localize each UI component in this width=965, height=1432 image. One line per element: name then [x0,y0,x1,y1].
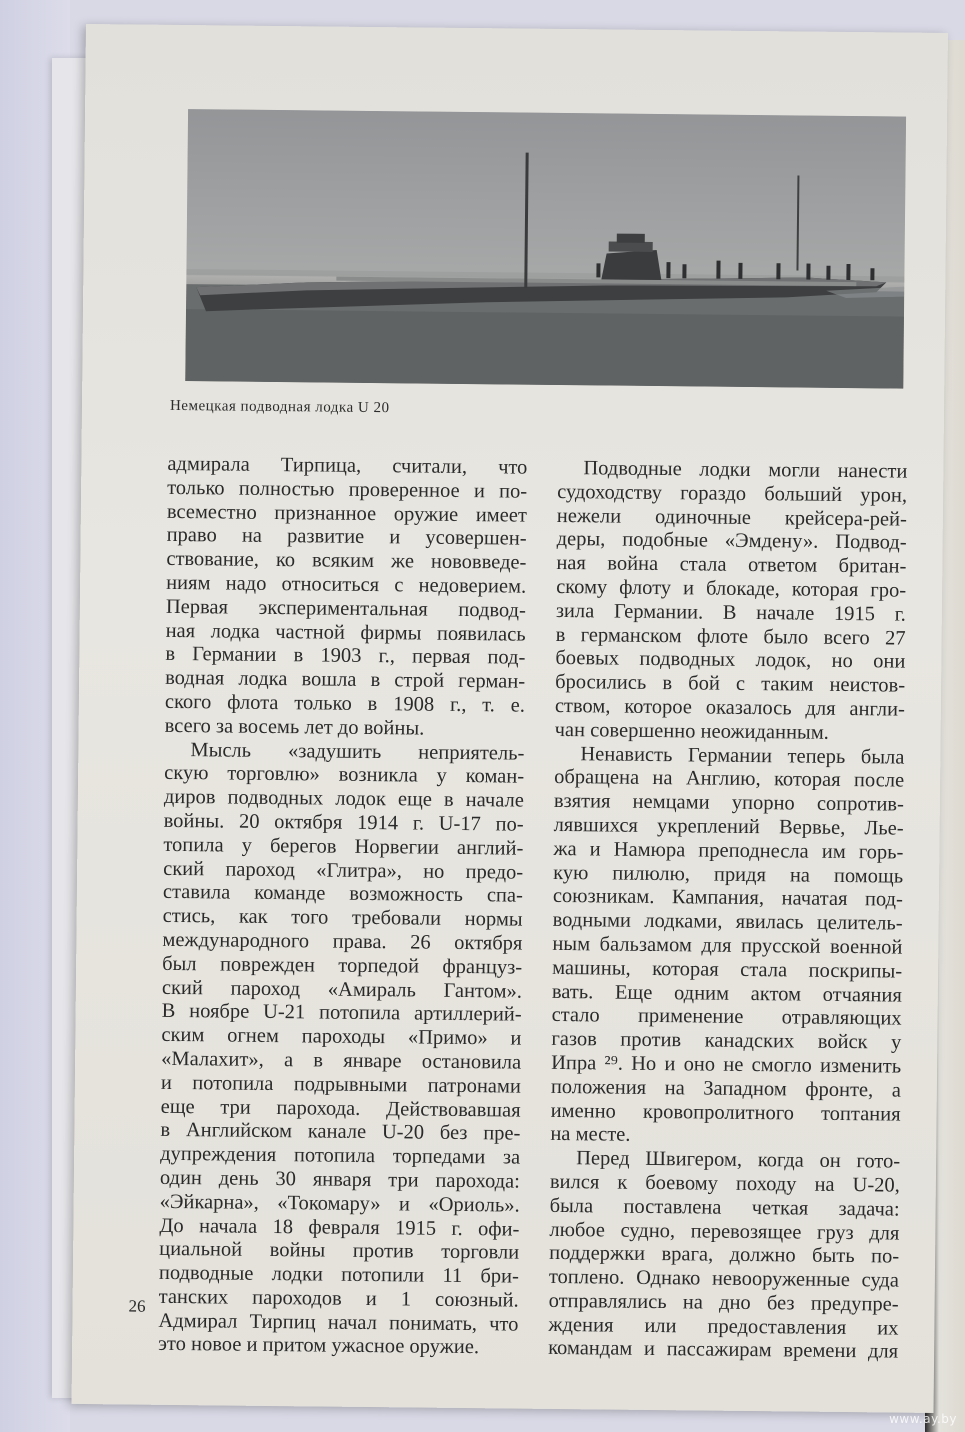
text-line: циальной войны против торговли [159,1238,520,1264]
text-line: ством, которое оказалось для англи- [554,694,905,721]
text-line: скому флоту и блокаде, которая гро- [556,575,907,602]
text-line: ным бальзамом для прусской военной [552,932,903,959]
right-text-column [548,457,907,1365]
text-line: ским огнем пароходы «Примо» и [161,1023,522,1050]
watermark: www.ay.by [889,1412,957,1426]
text-line: судоходству гораздо больший урон, [557,480,908,507]
text-line: ная лодка частной фирмы появилась [165,619,526,646]
text-line: боевых подводных лодок, но они [555,647,906,673]
text-line: на месте. [550,1123,631,1147]
text-line: топила у берегов Норвегии англий- [163,833,524,860]
text-line: всеместно признанное оружие имеет [166,500,527,527]
text-line: ский пароход «Глитра», но предо- [163,857,524,884]
text-line: войны. 20 октября 1914 г. U-17 по- [163,809,524,836]
text-line: Мысль «задушить неприятель- [190,738,525,765]
text-line: отправлялись на дно без предупре- [548,1289,899,1316]
text-line: лявшихся укреплений Вервье, Лье- [553,813,904,840]
text-line: командам и пассажирам времени для [548,1337,899,1364]
book-page [72,24,948,1413]
text-line: В ноябре U-21 потопила артиллерий- [161,1000,522,1026]
text-line: дупреждения потопила торпедами за [160,1142,521,1169]
text-line: в германском флоте было всего 27 [555,623,906,650]
text-line: кую пилюлю, придя на помощь [553,861,904,888]
text-line: Перед Швигером, когда он гото- [576,1147,901,1173]
text-line: водными лодками, явилась целитель- [552,909,903,935]
photo-caption: Немецкая подводная лодка U 20 [169,397,390,417]
text-line: вился к боевому походу на U-20, [549,1170,900,1197]
submarine-illustration [185,109,906,389]
text-line: стало применение отравляющих [551,1004,902,1030]
text-line: союзникам. Кампания, начатая под- [552,885,903,911]
text-line: стись, как того требовали нормы [162,904,523,931]
text-line: Подводные лодки могли нанести [583,457,908,483]
text-line: бросились в бой с таким неистов- [555,671,906,697]
text-line: водная лодка вошла в строй герман- [165,667,526,693]
text-line: это новое и притом ужасное оружие. [158,1333,480,1359]
submarine-photo [185,109,906,389]
text-line: в Германии в 1903 г., первая под- [165,643,526,670]
text-line: только полностью проверенное и по- [167,476,528,503]
text-line: зила Германии. В начале 1915 г. [555,599,906,626]
text-line: международного права. 26 октября [162,928,523,955]
text-line: именно кровопролитного топтания [550,1099,901,1126]
text-line: танских пароходов и 1 союзный. [158,1285,519,1312]
text-line: был поврежден торпедой француз- [162,952,523,979]
text-line: «Эйкарна», «Токомару» и «Ориоль». [159,1190,520,1217]
text-line: топлено. Однако невооруженные суда [548,1266,900,1292]
text-line: Ипра ²⁹. Но и оно не смогло изменить [551,1051,902,1078]
text-line: скую торговлю» возникла у коман- [164,762,525,788]
text-line: газов против канадских войск у [551,1028,902,1054]
text-line: адмирала Тирпица, считали, что [167,452,528,479]
text-line: всего за восемь лет до войны. [164,714,425,740]
text-line: вать. Еще одним актом отчаяния [551,980,902,1007]
text-line: Адмирал Тирпиц начал понимать, что [158,1309,519,1336]
text-line: в Английском канале U-20 без пре- [160,1119,521,1145]
text-line: машины, которая стала поскрипы- [552,956,903,983]
text-line: Ненависть Германии теперь была [580,742,905,769]
text-line: ского флота только в 1908 г., т. е. [164,690,526,717]
text-line: поддержки врага, должно быть по- [549,1242,900,1268]
text-line: ная война стала ответом британ- [556,552,907,578]
text-line: ствование, ко всяким же нововведе- [166,548,527,574]
text-line: и потопила подрывными патронами [160,1071,522,1098]
text-line: ждения или предоставления их [548,1313,899,1340]
text-line: ский пароход «Амираль Гантом». [161,976,523,1003]
text-line: чан совершенно неожиданным. [554,718,829,744]
text-line: нежели одиночные крейсера-рей- [556,504,907,531]
left-text-column [158,453,527,1361]
text-line: положения на Западном фронте, а [550,1075,901,1102]
text-line: любое судно, перевозящее груз для [549,1218,900,1245]
text-line: деры, подобные «Эмдену». Подвод- [556,528,907,555]
text-line: До начала 18 февраля 1915 г. офи- [159,1214,520,1241]
page-number: 26 [128,1296,146,1316]
text-line: ставила команде возможность спа- [162,881,524,907]
text-line: один день 30 января три парохода: [159,1166,521,1193]
text-line: Первая экспериментальная подвод- [165,595,526,622]
text-line: диров подводных лодок еще в начале [163,786,525,812]
text-line: обращена на Англию, которая после [554,766,905,792]
text-line: еще три парохода. Действовавшая [160,1095,521,1122]
text-line: подводные лодки потопили 11 бри- [158,1261,520,1288]
text-line: «Малахит», а в январе остановила [161,1047,522,1074]
text-line: жа и Намюра преподнесла им горь- [553,837,904,864]
text-line: взятия немцами упорно сопротив- [553,790,904,816]
text-line: право на развитие и усовершен- [166,524,527,551]
text-line: была поставлена четкая задача: [549,1194,900,1221]
text-line: ниям надо относиться с недоверием. [166,571,527,598]
